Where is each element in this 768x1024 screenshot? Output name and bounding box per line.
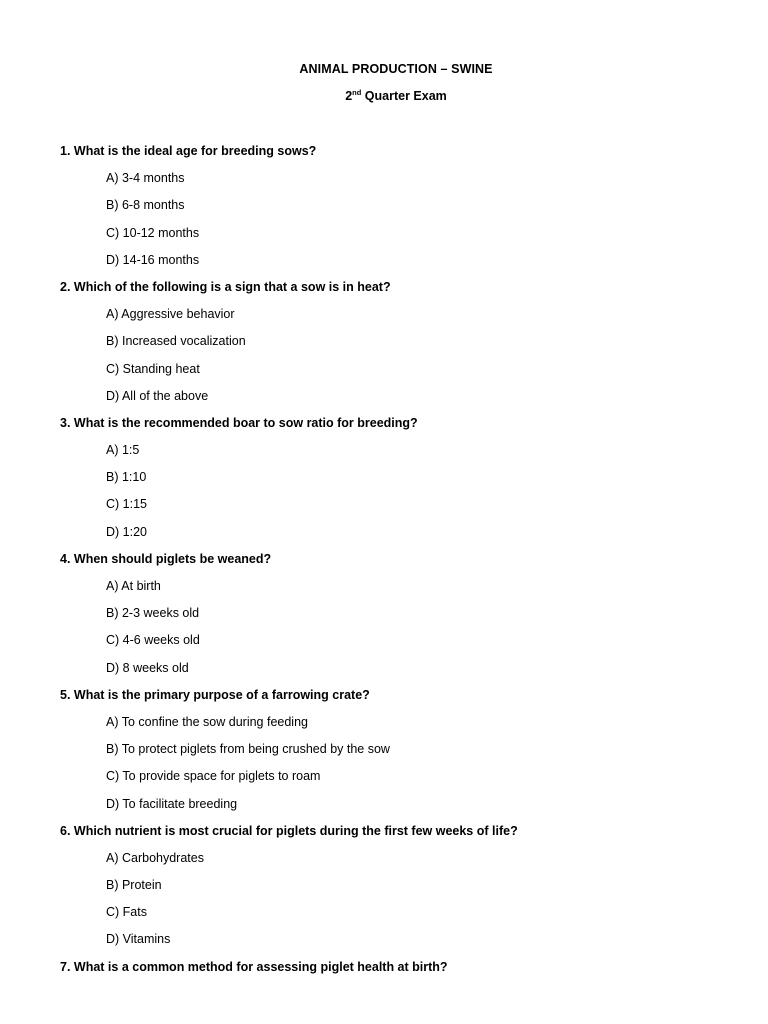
answer-option: C) 4-6 weeks old — [106, 633, 200, 648]
subtitle-ordinal-number: 2 — [345, 89, 353, 103]
answer-option: D) To facilitate breeding — [106, 796, 238, 811]
answer-option: B) 6-8 months — [106, 198, 185, 213]
question-text: 7. What is a common method for assessing piglet health at birth? — [60, 959, 448, 974]
answer-option: B) Increased vocalization — [106, 334, 246, 349]
question-item — [60, 143, 740, 279]
answer-option: C) 10-12 months — [106, 225, 200, 240]
document-title: ANIMAL PRODUCTION – SWINE — [299, 62, 493, 76]
answer-option: C) To provide space for piglets to roam — [106, 769, 321, 784]
question-list — [60, 143, 740, 986]
question-text: 6. Which nutrient is most crucial for piglets during the first few weeks of life? — [60, 823, 518, 838]
question-item — [60, 687, 740, 823]
answer-option: B) To protect piglets from being crushed by the sow — [106, 742, 390, 757]
answer-option: C) 1:15 — [106, 497, 147, 512]
answer-option: D) 14-16 months — [106, 252, 200, 267]
answer-option: B) Protein — [106, 878, 162, 893]
question-text: 1. What is the ideal age for breeding sows? — [60, 144, 317, 158]
answer-option: A) 1:5 — [106, 443, 140, 458]
question-text: 2. Which of the following is a sign that a sow is in heat? — [60, 279, 391, 294]
answer-option: A) To confine the sow during feeding — [106, 714, 308, 729]
answer-option: D) Vitamins — [106, 932, 171, 947]
answer-option: D) All of the above — [106, 388, 209, 403]
question-text: 5. What is the primary purpose of a farrowing crate? — [60, 687, 370, 702]
question-item — [60, 959, 740, 986]
answer-option: B) 1:10 — [106, 470, 147, 485]
question-item — [60, 415, 740, 551]
answer-option: C) Standing heat — [106, 361, 200, 376]
answer-option: D) 1:20 — [106, 524, 147, 539]
document-subtitle — [0, 89, 768, 103]
question-text: 4. When should piglets be weaned? — [60, 551, 272, 566]
subtitle-ordinal-suffix: nd — [352, 88, 362, 97]
answer-option: B) 2-3 weeks old — [106, 606, 200, 621]
answer-option: A) 3-4 months — [106, 171, 185, 186]
question-item — [60, 279, 740, 415]
subtitle-text: Quarter Exam — [361, 89, 447, 103]
answer-option: D) 8 weeks old — [106, 660, 189, 675]
answer-option: A) Carbohydrates — [106, 850, 204, 865]
question-item — [60, 823, 740, 959]
answer-option: A) Aggressive behavior — [106, 307, 235, 322]
question-text: 3. What is the recommended boar to sow ratio for breeding? — [60, 415, 418, 430]
answer-option: C) Fats — [106, 905, 147, 920]
question-item — [60, 551, 740, 687]
answer-option: A) At birth — [106, 579, 161, 593]
